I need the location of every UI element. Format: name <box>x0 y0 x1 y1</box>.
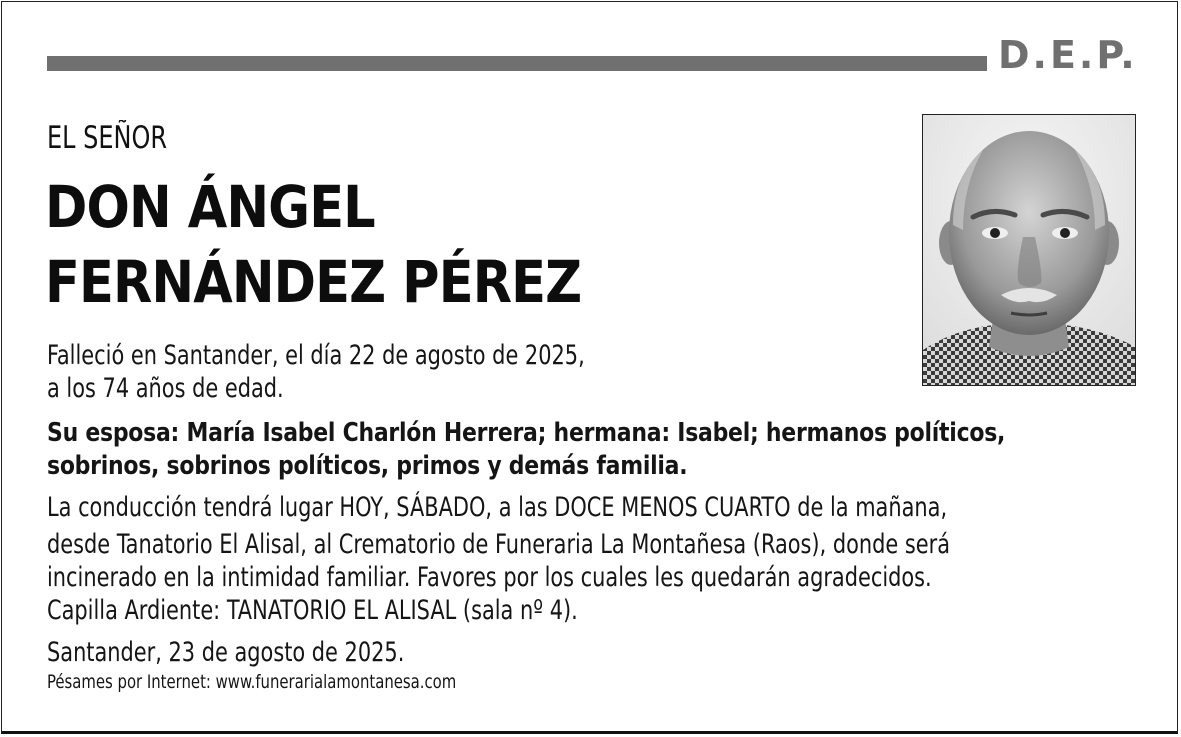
death-info-line-2: a los 74 años de edad. <box>47 373 284 404</box>
deceased-name-line-2: FERNÁNDEZ PÉREZ <box>45 248 582 316</box>
deceased-name-line-1: DON ÁNGEL <box>45 173 375 241</box>
family-line-1: Su esposa: María Isabel Charlón Herrera; hermana: Isabel; hermanos políticos, <box>47 418 1006 448</box>
portrait-photo-icon <box>923 115 1135 385</box>
honorific: EL SEÑOR <box>47 120 167 156</box>
portrait-photo <box>922 114 1136 386</box>
service-line-1: La conducción tendrá lugar HOY, SÁBADO, a las DOCE MENOS CUARTO de la mañana, <box>47 492 948 523</box>
service-line-4: Capilla Ardiente: TANATORIO EL ALISAL (sala nº 4). <box>47 595 578 626</box>
service-line-3: incinerado en la intimidad familiar. Favores por los cuales les quedarán agradecidos. <box>47 562 932 593</box>
service-line-2: desde Tanatorio El Alisal, al Crematorio de Funeraria La Montañesa (Raos), donde será <box>47 529 951 560</box>
place-date: Santander, 23 de agosto de 2025. <box>47 637 405 668</box>
death-info-line-1: Falleció en Santander, el día 22 de agosto de 2025, <box>47 340 585 371</box>
dep-label: D.E.P. <box>998 33 1138 77</box>
family-line-2: sobrinos, sobrinos políticos, primos y demás familia. <box>47 451 688 481</box>
header-rule <box>47 56 987 71</box>
condolences-link-text: Pésames por Internet: www.funerarialamontanesa.com <box>47 671 457 693</box>
